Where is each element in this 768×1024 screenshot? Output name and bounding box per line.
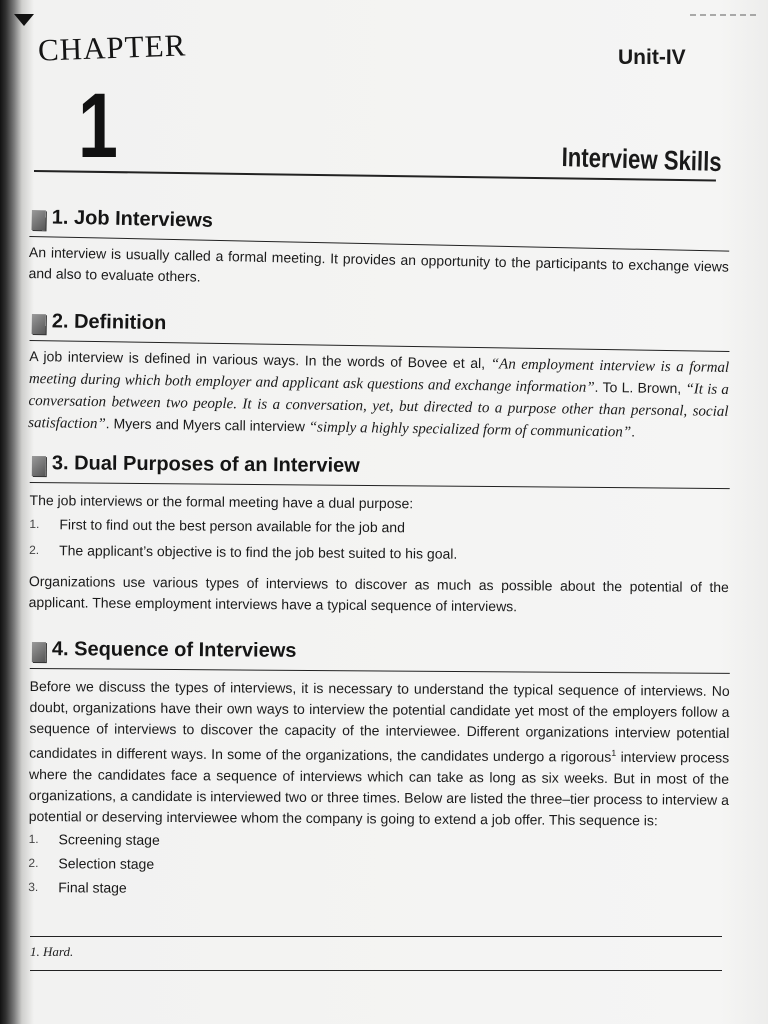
list-number: 3.	[28, 879, 39, 894]
heading-rule	[30, 668, 730, 674]
paragraph-text: Before we discuss the types of interviews, it is necessary to understand the typical sequence of interviews. No doubt, organizations have their own ways to interview the potential candidate yet most of the employers follow a sequence of interviews to discover the capacity of the interviewee. Different organizations interview potential candidates in different ways. In some of the organizations, the candidates undergo a rigorous	[29, 677, 730, 765]
binding-marker-icon	[14, 14, 34, 26]
section-heading	[30, 638, 730, 671]
section-outro: Organizations use various types of interviews to discover as much as possible about the potential of the applicant. These employment interviews have a typical sequence of interviews.	[28, 572, 729, 615]
section-dual-purposes	[29, 452, 730, 619]
footnote-marker: 1	[611, 748, 617, 759]
section-job-interviews	[28, 206, 729, 299]
list-text: First to find out the best person available for the job and	[59, 516, 405, 536]
heading-rule	[30, 482, 730, 489]
list-number: 1.	[29, 516, 40, 532]
paragraph-text: interview process where the candidates face a sequence of interviews which can take as long as six weeks. But in most of the organizations, a candidate is interviewed two or three times. Below are listed the three–tier process to interview a potential or deserving interviewee whom the company is going to extend a job offer. This sequence is:	[28, 748, 730, 829]
section-square-icon	[31, 210, 45, 230]
list-item	[29, 537, 729, 569]
quote-myers: “simply a highly specialized form of communication”	[308, 419, 632, 441]
paragraph-text: . To L. Brown,	[594, 378, 686, 397]
section-heading-text: 1. Job Interviews	[51, 206, 214, 232]
section-paragraph	[29, 676, 730, 832]
section-square-icon	[32, 456, 46, 476]
section-definition	[28, 310, 730, 445]
chapter-number: 1	[78, 75, 118, 177]
chapter-title: Interview Skills	[561, 142, 722, 178]
section-square-icon	[32, 314, 46, 334]
chapter-word: CHAPTER	[37, 27, 187, 68]
list-number: 2.	[28, 855, 39, 870]
unit-label: Unit-IV	[618, 46, 686, 69]
paragraph-text: . Myers and Myers call interview	[105, 415, 309, 435]
footnote-rule	[30, 936, 722, 937]
quote-brown: “It is a conversation between two people. It is a conversation, yet, but directed to a purpose other than personal, social satisfaction”	[28, 381, 729, 433]
list-text: Screening stage	[58, 830, 160, 848]
section-paragraph: An interview is usually called a formal meeting. It provides an opportunity to the participants to exchange views and also to evaluate others.	[28, 243, 730, 285]
footnote-rule	[30, 970, 722, 971]
section-heading-text: 2. Definition	[51, 310, 167, 335]
list-text: The applicant’s objective is to find the job best suited to his goal.	[59, 542, 458, 562]
section-square-icon	[32, 642, 46, 662]
paragraph-text: A job interview is defined in various ways. In the words of Bovee et al,	[29, 347, 491, 372]
list-number: 1.	[28, 831, 39, 846]
page-edge-mark	[690, 14, 756, 19]
footnote-text: 1. Hard.	[30, 944, 74, 959]
list-item	[28, 875, 728, 904]
section-intro: The job interviews or the formal meeting have a dual purpose:	[29, 491, 414, 512]
section-heading	[30, 452, 730, 486]
section-heading-text: 4. Sequence of Interviews	[51, 638, 297, 662]
section-paragraph	[28, 346, 729, 445]
list-text: Selection stage	[58, 854, 155, 872]
list-number: 2.	[29, 542, 40, 558]
quote-bovee: “An employment interview is a formal meeting during which both employer and applicant ask questions and exchange information”	[28, 356, 730, 396]
section-sequence-of-interviews	[28, 638, 730, 904]
list-text: Final stage	[58, 878, 127, 896]
section-heading-text: 3. Dual Purposes of an Interview	[51, 452, 360, 477]
paragraph-text: .	[631, 423, 636, 440]
